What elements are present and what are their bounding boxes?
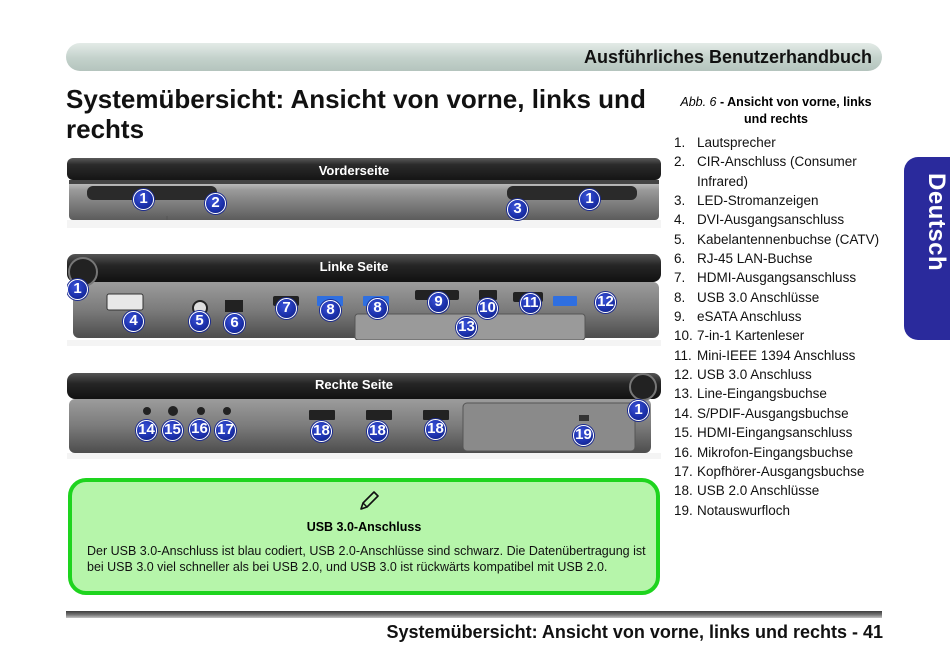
callout-marker: 16: [189, 419, 210, 440]
figure-caption: [680, 94, 872, 128]
front-view-image: [67, 156, 661, 228]
callout-marker: 1: [579, 189, 600, 210]
note-box: [68, 478, 660, 595]
legend-item: 7. HDMI-Ausgangsanschluss: [674, 270, 857, 286]
callout-marker: 18: [425, 419, 446, 440]
callout-marker: 1: [628, 400, 649, 421]
page-title: Systemübersicht: Ansicht von vorne, links und rechts: [66, 84, 646, 144]
figure-caption-text: - Ansicht von vorne, links und rechts: [719, 95, 872, 126]
legend-item: 12. USB 3.0 Anschluss: [674, 367, 812, 383]
legend-item: 2. CIR-Anschluss (Consumer Infrared): [674, 154, 857, 189]
callout-marker: 1: [133, 189, 154, 210]
legend-item: 8. USB 3.0 Anschlüsse: [674, 289, 820, 305]
figure-number: Abb. 6: [680, 95, 717, 109]
legend-item: 5. Kabelantennenbuchse (CATV): [674, 231, 880, 247]
callout-marker: 8: [320, 300, 341, 321]
callout-marker: 9: [428, 292, 449, 313]
callout-marker: 18: [367, 421, 388, 442]
legend-item: 11. Mini-IEEE 1394 Anschluss: [674, 347, 856, 363]
legend-item: 17. Kopfhörer-Ausgangsbuchse: [674, 463, 865, 479]
legend-item: 4. DVI-Ausgangsanschluss: [674, 212, 845, 228]
legend-item: 1. Lautsprecher: [674, 135, 776, 150]
callout-marker: 19: [573, 425, 594, 446]
callout-marker: 11: [520, 293, 541, 314]
callout-marker: 1: [67, 279, 88, 300]
footer-page-title: Systemübersicht: Ansicht von vorne, links und rechts - 41: [386, 622, 883, 642]
right-side-view-label: Rechte Seite: [314, 377, 394, 392]
language-tab-label: Deutsch: [923, 173, 950, 272]
callout-marker: 13: [456, 317, 477, 338]
legend-item: 3. LED-Stromanzeigen: [674, 193, 819, 209]
legend-item: 19. Notauswurfloch: [674, 502, 791, 518]
header-bar: [66, 43, 882, 71]
port-legend: [674, 133, 896, 520]
footer-rule: [66, 611, 882, 618]
callout-marker: 10: [477, 298, 498, 319]
left-side-view-image: [67, 250, 661, 346]
language-tab[interactable]: [904, 157, 950, 340]
manual-title: Ausführliches Benutzerhandbuch: [583, 47, 872, 67]
legend-item: 6. RJ-45 LAN-Buchse: [674, 251, 813, 267]
note-title: USB 3.0-Anschluss: [306, 520, 422, 534]
front-view-label: Vorderseite: [318, 163, 390, 178]
callout-marker: 3: [507, 199, 528, 220]
callout-marker: 2: [205, 193, 226, 214]
callout-marker: 4: [123, 311, 144, 332]
callout-marker: 14: [136, 420, 157, 441]
callout-marker: 7: [276, 298, 297, 319]
pencil-icon: [358, 490, 380, 512]
legend-item: 10. 7-in-1 Kartenleser: [674, 328, 805, 344]
callout-marker: 15: [162, 420, 183, 441]
legend-item: 16. Mikrofon-Eingangsbuchse: [674, 444, 854, 460]
left-side-view-label: Linke Seite: [319, 259, 389, 274]
legend-item: 15. HDMI-Eingangsanschluss: [674, 425, 853, 441]
callout-marker: 8: [367, 298, 388, 319]
callout-marker: 5: [189, 311, 210, 332]
callout-marker: 6: [224, 313, 245, 334]
legend-item: 9. eSATA Anschluss: [674, 309, 802, 325]
note-text: Der USB 3.0-Anschluss ist blau codiert, USB 2.0-Anschlüsse sind schwarz. Die Datenübertragung ist bei USB 3.0 viel schneller als bei USB 2.0, und USB 3.0 ist rückwärts kompatibel mit USB 2.0.: [87, 544, 646, 574]
callout-marker: 17: [215, 420, 236, 441]
legend-item: 14. S/PDIF-Ausgangsbuchse: [674, 405, 849, 421]
callout-marker: 12: [595, 292, 616, 313]
right-side-view-image: [67, 369, 661, 459]
legend-item: 13. Line-Eingangsbuchse: [674, 386, 827, 402]
legend-item: 18. USB 2.0 Anschlüsse: [674, 483, 820, 499]
callout-marker: 18: [311, 421, 332, 442]
